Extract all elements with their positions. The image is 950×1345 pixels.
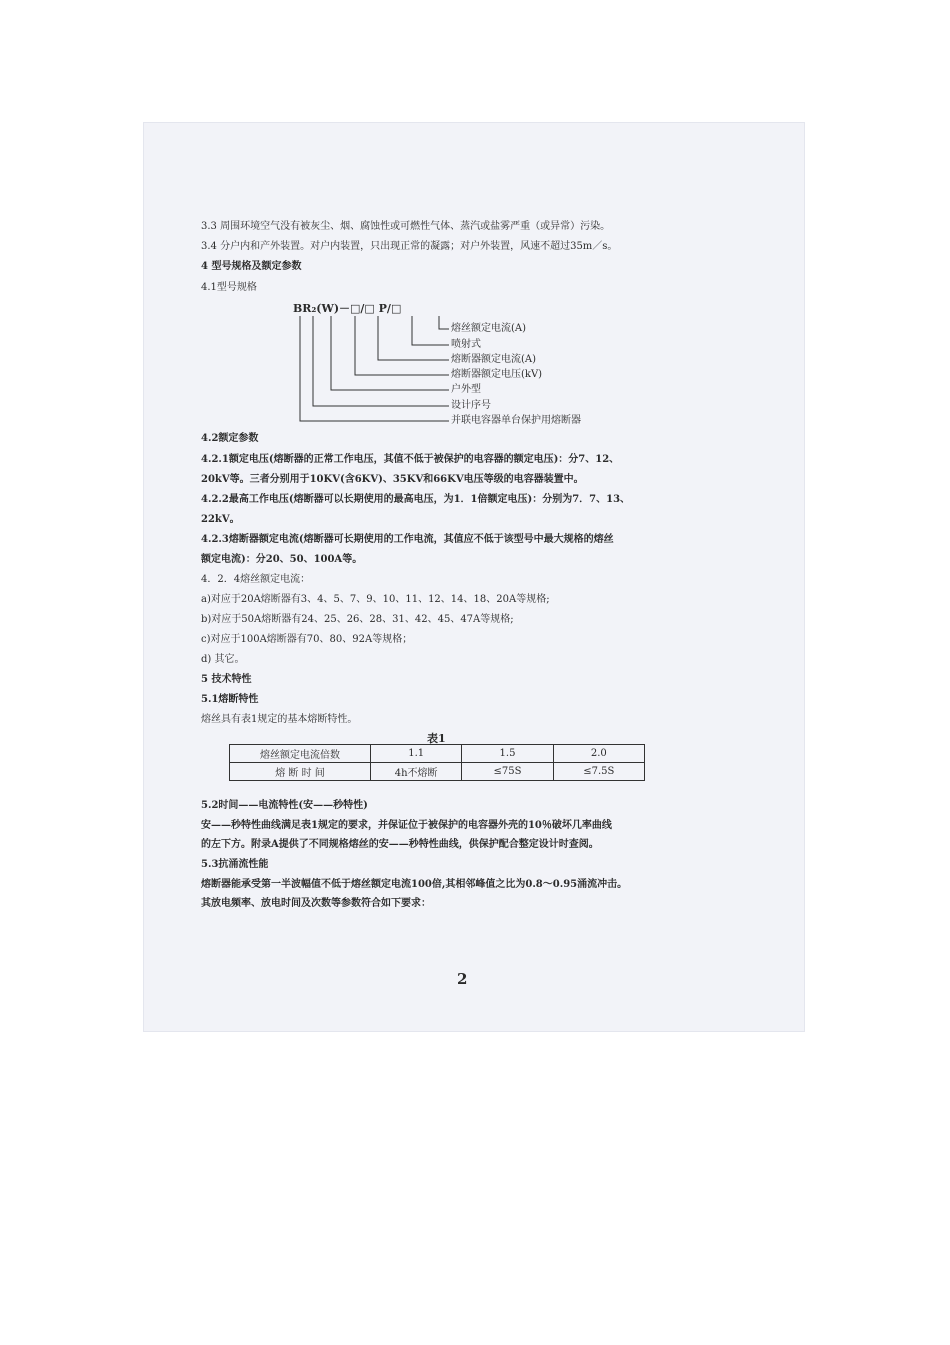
section-5-heading: 5 技术特性 (201, 674, 252, 685)
clause-5-1-text: 熔丝具有表1规定的基本熔断特性。 (201, 714, 358, 725)
clause-4-2-4-d: d) 其它。 (201, 654, 245, 665)
clause-5-2-line1: 安——秒特性曲线满足表1规定的要求，并保证位于被保护的电容器外壳的10％破坏几率曲线 (201, 820, 612, 831)
clause-5-3-line1: 熔断器能承受第一半波幅值不低于熔丝额定电流100倍,其相邻峰值之比为0.8～0.95涌流冲击。 (201, 879, 628, 890)
table-cell: 熔 断 时 间 (230, 763, 371, 781)
clause-4-2-heading: 4.2额定参数 (201, 433, 259, 444)
clause-4-2-2-line1: 4.2.2最高工作电压(熔断器可以长期使用的最高电压，为1．1倍额定电压)：分别为7．7、13、 (201, 494, 631, 505)
clause-5-2-line2: 的左下方。附录A提供了不同规格熔丝的安——秒特性曲线，供保护配合整定设计时查阅。 (201, 839, 599, 850)
clause-4-2-4-heading: 4．2．4熔丝额定电流： (201, 574, 311, 585)
clause-4-2-1-line2: 20kV等。三者分别用于10KV(含6KV)、35KV和66KV电压等级的电容器装置中。 (201, 474, 584, 485)
label-outdoor-type: 户外型 (451, 384, 481, 395)
label-design-serial: 设计序号 (451, 400, 491, 411)
clause-5-2-heading: 5.2时间——电流特性(安——秒特性) (201, 800, 368, 811)
table-1-title: 表1 (427, 732, 446, 745)
label-fuse-unit-rated-voltage: 熔断器额定电压(kV) (451, 369, 543, 380)
clause-3-4: 3.4 分户内和产外装置。对户内装置，只出现正常的凝露；对户外装置，风速不超过35m／s。 (201, 241, 618, 252)
table-row (230, 745, 645, 763)
table-cell: 2.0 (553, 745, 644, 763)
clause-4-2-2-line2: 22kV。 (201, 514, 240, 525)
clause-4-1-heading: 4.1型号规格 (201, 282, 257, 293)
table-cell: 4h不熔断 (371, 763, 462, 781)
clause-4-2-3-line2: 额定电流)：分20、50、100A等。 (201, 554, 363, 565)
clause-4-2-4-c: c)对应于100A熔断器有70、80、92A等规格； (201, 634, 413, 645)
clause-4-2-4-a: a)对应于20A熔断器有3、4、5、7、9、10、11、12、14、18、20A等规格; (201, 594, 550, 605)
label-product-name: 并联电容器单台保护用熔断器 (451, 415, 581, 426)
section-4-heading: 4 型号规格及额定参数 (201, 261, 302, 272)
clause-4-2-1-line1: 4.2.1额定电压(熔断器的正常工作电压，其值不低于被保护的电容器的额定电压)：分7、12、 (201, 454, 620, 465)
scanned-page (143, 122, 805, 1032)
clause-4-2-4-b: b)对应于50A熔断器有24、25、26、28、31、42、45、47A等规格; (201, 614, 514, 625)
clause-5-3-heading: 5.3抗涌流性能 (201, 859, 269, 870)
table-1 (229, 744, 645, 781)
label-fuse-unit-rated-current: 熔断器额定电流(A) (451, 354, 537, 365)
table-cell: 熔丝额定电流倍数 (230, 745, 371, 763)
clause-3-3: 3.3 周围环境空气没有被灰尘、烟、腐蚀性或可燃性气体、蒸汽或盐雾严重（或异常）污染。 (201, 221, 611, 232)
table-cell: ≤7.5S (553, 763, 644, 781)
clause-5-3-line2: 其放电频率、放电时间及次数等参数符合如下要求： (201, 898, 431, 909)
table-cell: 1.1 (371, 745, 462, 763)
table-cell: 1.5 (462, 745, 553, 763)
model-code: BR₂(W)－□/□ P/□ (293, 302, 402, 315)
clause-5-1-heading: 5.1熔断特性 (201, 694, 259, 705)
label-jet-type: 喷射式 (451, 339, 481, 350)
model-code-diagram (293, 302, 633, 432)
clause-4-2-3-line1: 4.2.3熔断器额定电流(熔断器可长期使用的工作电流，其值应不低于该型号中最大规格的熔丝 (201, 534, 614, 545)
page-number: 2 (457, 970, 468, 988)
table-cell: ≤75S (462, 763, 553, 781)
table-row (230, 763, 645, 781)
label-fuse-rated-current: 熔丝额定电流(A) (451, 323, 527, 334)
